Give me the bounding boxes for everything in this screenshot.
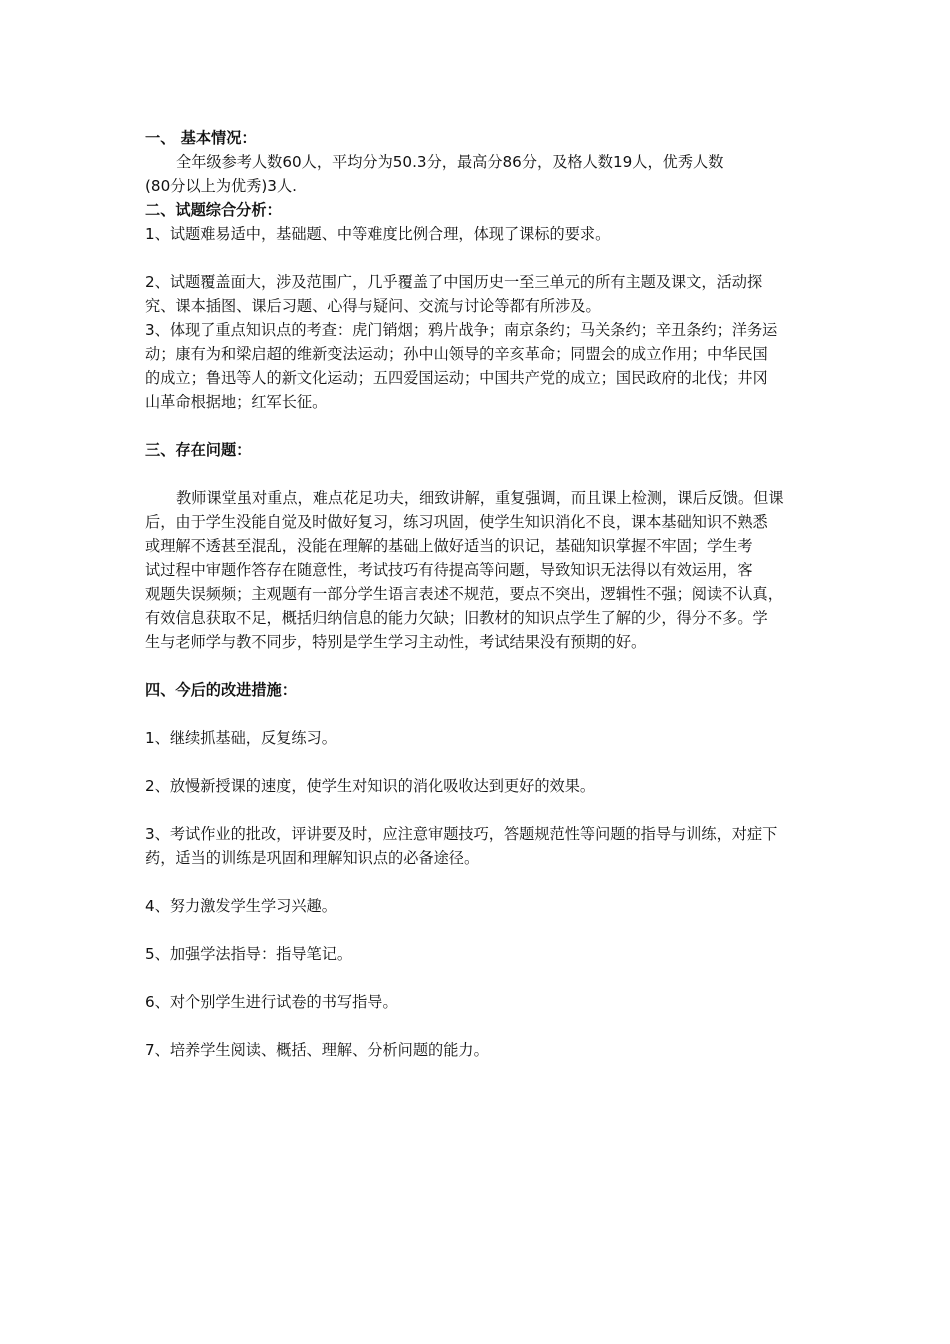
section-heading-problems: 三、存在问题： (145, 441, 252, 459)
analysis-item-2-line: 究、课本插图、课后习题、心得与疑问、交流与讨论等都有所涉及。 (145, 297, 601, 315)
problems-line: 教师课堂虽对重点，难点花足功夫，细致讲解，重复强调，而且课上检测，课后反馈。但课 (176, 489, 784, 507)
basic-info-line: (80分以上为优秀)3人. (145, 177, 297, 195)
section-heading-basic-info: 一、 基本情况： (145, 129, 257, 147)
improvement-item-4: 4、努力激发学生学习兴趣。 (145, 897, 337, 915)
document-body (145, 126, 811, 1062)
problems-line: 有效信息获取不足，概括归纳信息的能力欠缺；旧教材的知识点学生了解的少，得分不多。学 (145, 609, 768, 627)
improvement-item-1: 1、继续抓基础，反复练习。 (145, 729, 337, 747)
problems-line: 观题失误频频；主观题有一部分学生语言表述不规范，要点不突出，逻辑性不强；阅读不认真， (145, 585, 783, 603)
analysis-item-2-line: 2、试题覆盖面大，涉及范围广，几乎覆盖了中国历史一至三单元的所有主题及课文，活动探 (145, 273, 763, 291)
improvement-item-3-line: 3、考试作业的批改，评讲要及时，应注意审题技巧，答题规范性等问题的指导与训练，对症下 (145, 825, 778, 843)
analysis-item-1: 1、试题难易适中，基础题、中等难度比例合理，体现了课标的要求。 (145, 225, 611, 243)
problems-line: 试过程中审题作答存在随意性，考试技巧有待提高等问题，导致知识无法得以有效运用，客 (145, 561, 753, 579)
problems-line: 后，由于学生没能自觉及时做好复习，练习巩固，使学生知识消化不良，课本基础知识不熟悉 (145, 513, 768, 531)
problems-line: 生与老师学与教不同步，特别是学生学习主动性，考试结果没有预期的好。 (145, 633, 647, 651)
analysis-item-3-line: 动；康有为和梁启超的维新变法运动；孙中山领导的辛亥革命；同盟会的成立作用；中华民国 (145, 345, 768, 363)
section-heading-improvements: 四、今后的改进措施： (145, 681, 297, 699)
improvement-item-3-line: 药，适当的训练是巩固和理解知识点的必备途径。 (145, 849, 480, 867)
improvement-item-6: 6、对个别学生进行试卷的书写指导。 (145, 993, 398, 1011)
analysis-item-3-line: 山革命根据地；红军长征。 (145, 393, 328, 411)
problems-line: 或理解不透甚至混乱，没能在理解的基础上做好适当的识记，基础知识掌握不牢固；学生考 (145, 537, 753, 555)
improvement-item-5: 5、加强学法指导：指导笔记。 (145, 945, 353, 963)
section-heading-analysis: 二、试题综合分析： (145, 201, 282, 219)
analysis-item-3-line: 3、体现了重点知识点的考查：虎门销烟；鸦片战争；南京条约；马关条约；辛丑条约；洋务运 (145, 321, 778, 339)
basic-info-line: 全年级参考人数60人，平均分为50.3分，最高分86分，及格人数19人，优秀人数 (176, 153, 724, 171)
improvement-item-2: 2、放慢新授课的速度，使学生对知识的消化吸收达到更好的效果。 (145, 777, 596, 795)
improvement-item-7: 7、培养学生阅读、概括、理解、分析问题的能力。 (145, 1041, 489, 1059)
analysis-item-3-line: 的成立；鲁迅等人的新文化运动；五四爱国运动；中国共产党的成立；国民政府的北伐；井冈 (145, 369, 768, 387)
